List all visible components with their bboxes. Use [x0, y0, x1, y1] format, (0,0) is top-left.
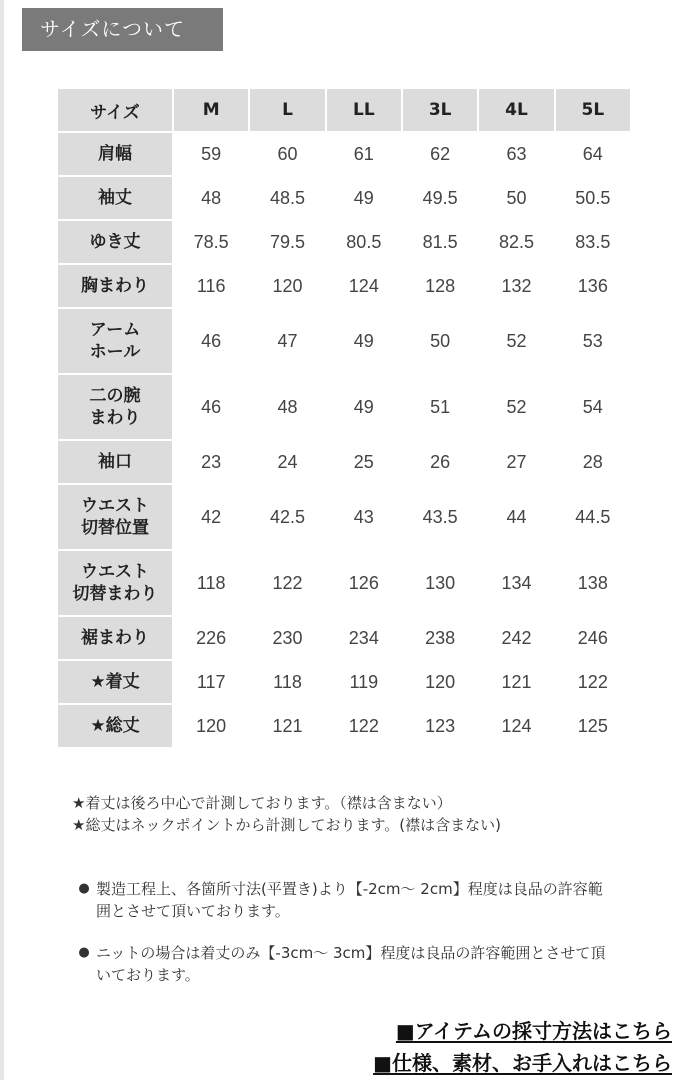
- spec-material-care-link[interactable]: ■仕様、素材、お手入れはこちら: [373, 1051, 672, 1075]
- table-cell: 28: [556, 441, 630, 483]
- table-cell: 48: [174, 177, 248, 219]
- table-row: [58, 221, 630, 263]
- table-cell: 43: [327, 485, 401, 549]
- table-cell: 119: [327, 661, 401, 703]
- table-cell: 120: [174, 705, 248, 747]
- section-title: サイズについて: [22, 8, 223, 51]
- row-header-line: 二の腕: [89, 386, 141, 406]
- table-cell: 59: [174, 133, 248, 175]
- table-cell: 123: [403, 705, 477, 747]
- size-header-row: [58, 89, 630, 131]
- table-cell: 117: [174, 661, 248, 703]
- row-header: [58, 705, 172, 747]
- table-cell: 26: [403, 441, 477, 483]
- row-header-line: 切替位置: [81, 518, 149, 538]
- table-cell: 49: [327, 177, 401, 219]
- table-cell: 130: [403, 551, 477, 615]
- table-cell: 44: [479, 485, 553, 549]
- row-header: [58, 617, 172, 659]
- row-header-line: 胸まわり: [81, 276, 149, 296]
- size-table: [56, 87, 632, 749]
- table-cell: 120: [403, 661, 477, 703]
- table-cell: 128: [403, 265, 477, 307]
- table-cell: 138: [556, 551, 630, 615]
- row-header-line: ホール: [89, 342, 141, 362]
- row-header: [58, 441, 172, 483]
- row-header: [58, 309, 172, 373]
- row-header-line: まわり: [89, 408, 141, 428]
- table-cell: 64: [556, 133, 630, 175]
- size-col-header: 3L: [403, 89, 477, 131]
- table-cell: 44.5: [556, 485, 630, 549]
- table-row: [58, 485, 630, 549]
- row-header-line: ★着丈: [90, 672, 140, 692]
- bullet-dot-icon: ●: [78, 945, 90, 960]
- table-cell: 132: [479, 265, 553, 307]
- table-cell: 48: [250, 375, 324, 439]
- table-row: [58, 705, 630, 747]
- table-row: [58, 375, 630, 439]
- table-cell: 52: [479, 309, 553, 373]
- table-cell: 62: [403, 133, 477, 175]
- table-cell: 49: [327, 375, 401, 439]
- table-cell: 50: [479, 177, 553, 219]
- note-line: ★着丈は後ろ中心で計測しております。（襟は含まない）: [72, 794, 452, 812]
- row-header-line: ★総丈: [90, 716, 140, 736]
- table-cell: 79.5: [250, 221, 324, 263]
- row-header: [58, 265, 172, 307]
- row-header-line: アーム: [89, 320, 141, 340]
- table-row: [58, 617, 630, 659]
- row-header: [58, 661, 172, 703]
- row-header-line: ウエスト: [81, 562, 149, 582]
- left-border: [0, 0, 4, 1080]
- table-cell: 49.5: [403, 177, 477, 219]
- table-cell: 118: [174, 551, 248, 615]
- table-cell: 46: [174, 309, 248, 373]
- bullet-item: [72, 942, 617, 986]
- table-cell: 122: [556, 661, 630, 703]
- table-cell: 25: [327, 441, 401, 483]
- table-cell: 125: [556, 705, 630, 747]
- table-cell: 238: [403, 617, 477, 659]
- row-header-line: ウエスト: [81, 496, 149, 516]
- table-cell: 42.5: [250, 485, 324, 549]
- size-col-header: M: [174, 89, 248, 131]
- size-col-header: 4L: [479, 89, 553, 131]
- row-header: [58, 485, 172, 549]
- table-cell: 54: [556, 375, 630, 439]
- table-cell: 242: [479, 617, 553, 659]
- table-cell: 246: [556, 617, 630, 659]
- table-row: [58, 661, 630, 703]
- table-row: [58, 309, 630, 373]
- table-cell: 226: [174, 617, 248, 659]
- bullet-list: [72, 878, 617, 1006]
- row-header-line: 袖丈: [98, 188, 132, 208]
- table-cell: 51: [403, 375, 477, 439]
- table-cell: 136: [556, 265, 630, 307]
- table-cell: 230: [250, 617, 324, 659]
- row-header: [58, 375, 172, 439]
- size-col-header: L: [250, 89, 324, 131]
- notes: [72, 792, 632, 836]
- link-list: [373, 1015, 672, 1079]
- table-cell: 126: [327, 551, 401, 615]
- table-cell: 234: [327, 617, 401, 659]
- table-cell: 50.5: [556, 177, 630, 219]
- table-cell: 53: [556, 309, 630, 373]
- row-header: [58, 221, 172, 263]
- table-row: [58, 551, 630, 615]
- table-row: [58, 133, 630, 175]
- row-header: [58, 177, 172, 219]
- table-cell: 46: [174, 375, 248, 439]
- table-cell: 27: [479, 441, 553, 483]
- bullet-item: [72, 878, 617, 922]
- size-col-header: LL: [327, 89, 401, 131]
- table-cell: 122: [250, 551, 324, 615]
- table-row: [58, 441, 630, 483]
- table-cell: 124: [327, 265, 401, 307]
- table-cell: 122: [327, 705, 401, 747]
- row-header-line: 裾まわり: [81, 628, 149, 648]
- note-line: ★総丈はネックポイントから計測しております。(襟は含まない): [72, 816, 501, 834]
- table-cell: 50: [403, 309, 477, 373]
- table-cell: 121: [250, 705, 324, 747]
- row-header: [58, 133, 172, 175]
- size-corner-label: サイズ: [58, 89, 172, 131]
- measurement-method-link[interactable]: ■アイテムの採寸方法はこちら: [395, 1019, 672, 1043]
- size-col-header: 5L: [556, 89, 630, 131]
- table-cell: 116: [174, 265, 248, 307]
- table-cell: 134: [479, 551, 553, 615]
- row-header-line: 肩幅: [98, 144, 132, 164]
- table-cell: 42: [174, 485, 248, 549]
- table-cell: 78.5: [174, 221, 248, 263]
- table-cell: 120: [250, 265, 324, 307]
- table-cell: 121: [479, 661, 553, 703]
- table-cell: 82.5: [479, 221, 553, 263]
- table-row: [58, 265, 630, 307]
- table-cell: 60: [250, 133, 324, 175]
- table-cell: 81.5: [403, 221, 477, 263]
- table-cell: 47: [250, 309, 324, 373]
- table-cell: 23: [174, 441, 248, 483]
- table-cell: 43.5: [403, 485, 477, 549]
- table-cell: 80.5: [327, 221, 401, 263]
- table-cell: 48.5: [250, 177, 324, 219]
- row-header-line: ゆき丈: [89, 232, 141, 252]
- row-header-line: 切替まわり: [72, 584, 158, 604]
- table-cell: 24: [250, 441, 324, 483]
- bullet-dot-icon: ●: [78, 881, 90, 896]
- row-header-line: 袖口: [98, 452, 132, 472]
- table-row: [58, 177, 630, 219]
- bullet-text: ニットの場合は着丈のみ【-3cm～ 3cm】程度は良品の許容範囲とさせて頂いております。: [96, 944, 606, 984]
- table-cell: 52: [479, 375, 553, 439]
- row-header: [58, 551, 172, 615]
- table-cell: 49: [327, 309, 401, 373]
- bullet-text: 製造工程上、各箇所寸法(平置き)より【-2cm～ 2cm】程度は良品の許容範囲とさせて頂いております。: [96, 880, 603, 920]
- table-cell: 118: [250, 661, 324, 703]
- table-cell: 61: [327, 133, 401, 175]
- table-cell: 83.5: [556, 221, 630, 263]
- table-cell: 63: [479, 133, 553, 175]
- table-cell: 124: [479, 705, 553, 747]
